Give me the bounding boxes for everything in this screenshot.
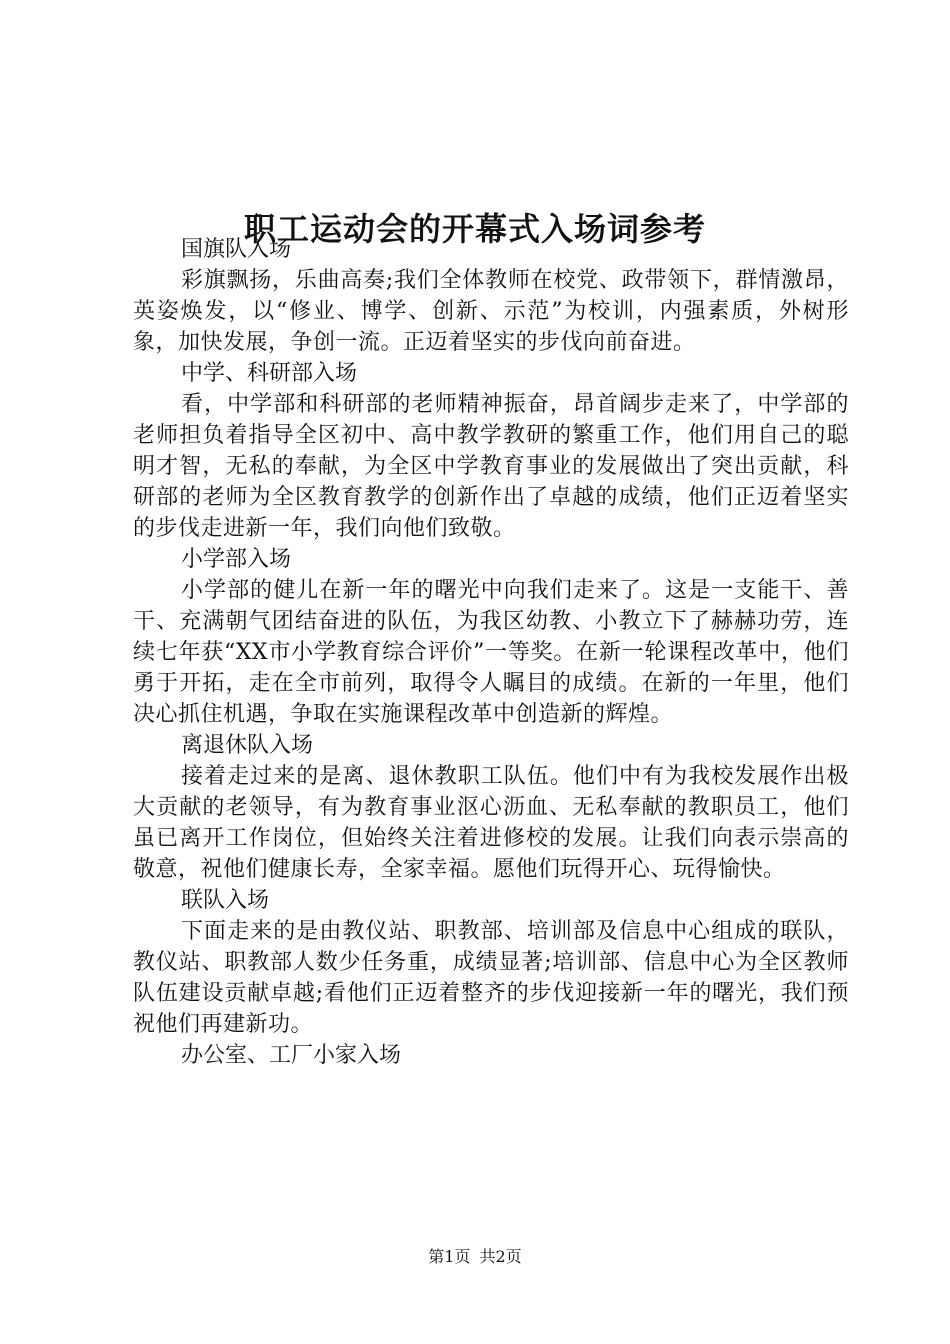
section-heading: 离退休队入场	[181, 733, 314, 758]
section-paragraph: 接着走过来的是离、退休教职工队伍。他们中有为我校发展作出极大贡献的老领导，有为教育事业沤心沥血、无私奉献的教职员工，他们虽已离开工作岗位，但始终关注着进修校的发展。让我们向表示崇高的敬意，祝他们健康长寿，全家幸福。愿他们玩得开心、玩得愉快。	[133, 764, 849, 882]
document-body	[133, 234, 849, 1071]
section-heading: 中学、科研部入场	[181, 361, 358, 386]
section-heading: 联队入场	[181, 888, 270, 913]
section-national-flag	[133, 234, 849, 358]
section-retirees	[133, 730, 849, 885]
section-joint-team	[133, 885, 849, 1040]
page-title: 职工运动会的开幕式入场词参考	[243, 210, 706, 249]
section-heading: 办公室、工厂小家入场	[181, 1043, 402, 1068]
section-paragraph: 彩旗飘扬，乐曲高奏;我们全体教师在校党、政带领下，群情激昂，英姿焕发，以“修业、博学、创新、示范”为校训，内强素质，外树形象，加快发展，争创一流。正迈着坚实的步伐向前奋进。	[133, 268, 849, 355]
page-footer	[0, 1245, 950, 1269]
section-heading: 小学部入场	[181, 547, 292, 572]
section-paragraph: 小学部的健儿在新一年的曙光中向我们走来了。这是一支能干、善干、充满朝气团结奋进的队伍，为我区幼教、小教立下了赫赫功劳，连续七年获“XX市小学教育综合评价”一等奖。在新一轮课程改革中，他们勇于开拓，走在全市前列，取得令人瞩目的成绩。在新的一年里，他们决心抓住机遇，争取在实施课程改革中创造新的辉煌。	[133, 578, 849, 727]
page-number: 第1页	[428, 1247, 471, 1266]
section-paragraph: 看，中学部和科研部的老师精神振奋，昂首阔步走来了，中学部的老师担负着指导全区初中、高中教学教研的繁重工作，他们用自己的聪明才智，无私的奉献，为全区中学教育事业的发展做出了突出贡献，科研部的老师为全区教育教学的创新作出了卓越的成绩，他们正迈着坚实的步伐走进新一年，我们向他们致敬。	[133, 392, 849, 541]
section-paragraph: 下面走来的是由教仪站、职教部、培训部及信息中心组成的联队，教仪站、职教部人数少任务重，成绩显著;培训部、信息中心为全区教师队伍建设贡献卓越;看他们正迈着整齐的步伐迎接新一年的曙光，我们预祝他们再建新功。	[133, 919, 849, 1037]
section-middle-school-research	[133, 358, 849, 544]
section-primary-school	[133, 544, 849, 730]
section-heading: 国旗队入场	[181, 237, 292, 262]
section-office-factory	[133, 1040, 849, 1071]
page-total: 共2页	[479, 1247, 522, 1266]
